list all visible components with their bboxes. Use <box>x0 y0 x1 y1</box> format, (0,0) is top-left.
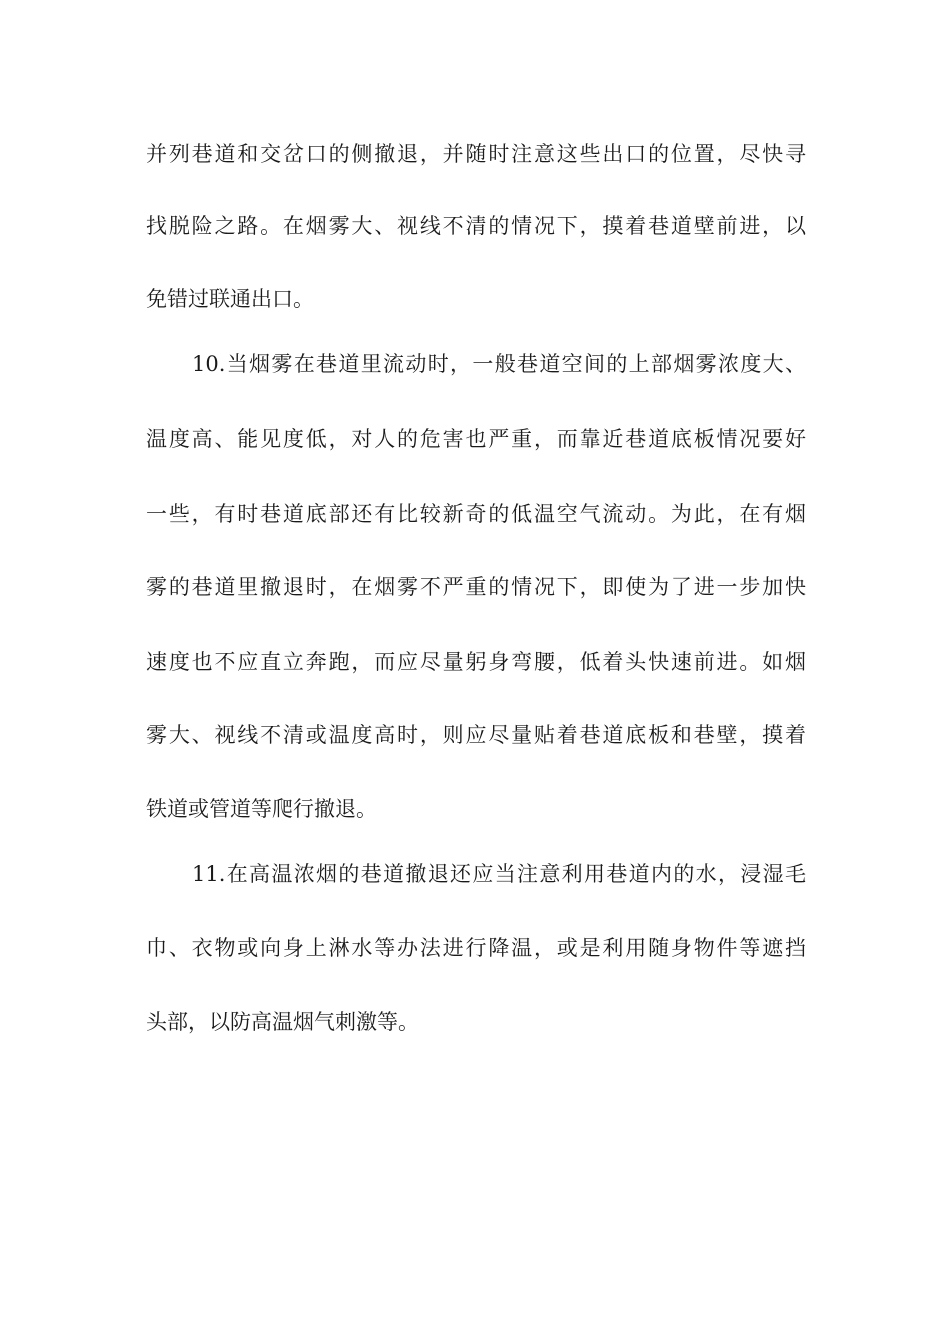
text-line: 10.当烟雾在巷道里流动时，一般巷道空间的上部烟雾浓度大、 <box>192 352 806 376</box>
text-line: 免错过联通出口。 <box>146 287 314 311</box>
text-line: 铁道或管道等爬行撤退。 <box>146 797 377 821</box>
text-line: 找脱险之路。在烟雾大、视线不清的情况下，摸着巷道壁前进，以 <box>146 214 806 238</box>
text-line: 雾大、视线不清或温度高时，则应尽量贴着巷道底板和巷壁，摸着 <box>146 723 806 747</box>
text-line: 雾的巷道里撤退时，在烟雾不严重的情况下，即使为了进一步加快 <box>146 575 806 599</box>
text-line: 速度也不应直立奔跑，而应尽量躬身弯腰，低着头快速前进。如烟 <box>146 650 806 674</box>
text-line: 并列巷道和交岔口的侧撤退，并随时注意这些出口的位置，尽快寻 <box>146 142 806 166</box>
text-line: 11.在高温浓烟的巷道撤退还应当注意利用巷道内的水，浸湿毛 <box>192 862 806 886</box>
text-line: 头部，以防高温烟气刺激等。 <box>146 1010 419 1034</box>
text-line: 巾、衣物或向身上淋水等办法进行降温，或是利用随身物件等遮挡 <box>146 936 806 960</box>
text-line: 温度高、能见度低，对人的危害也严重，而靠近巷道底板情况要好 <box>146 427 806 451</box>
text-line: 一些，有时巷道底部还有比较新奇的低温空气流动。为此，在有烟 <box>146 502 806 526</box>
